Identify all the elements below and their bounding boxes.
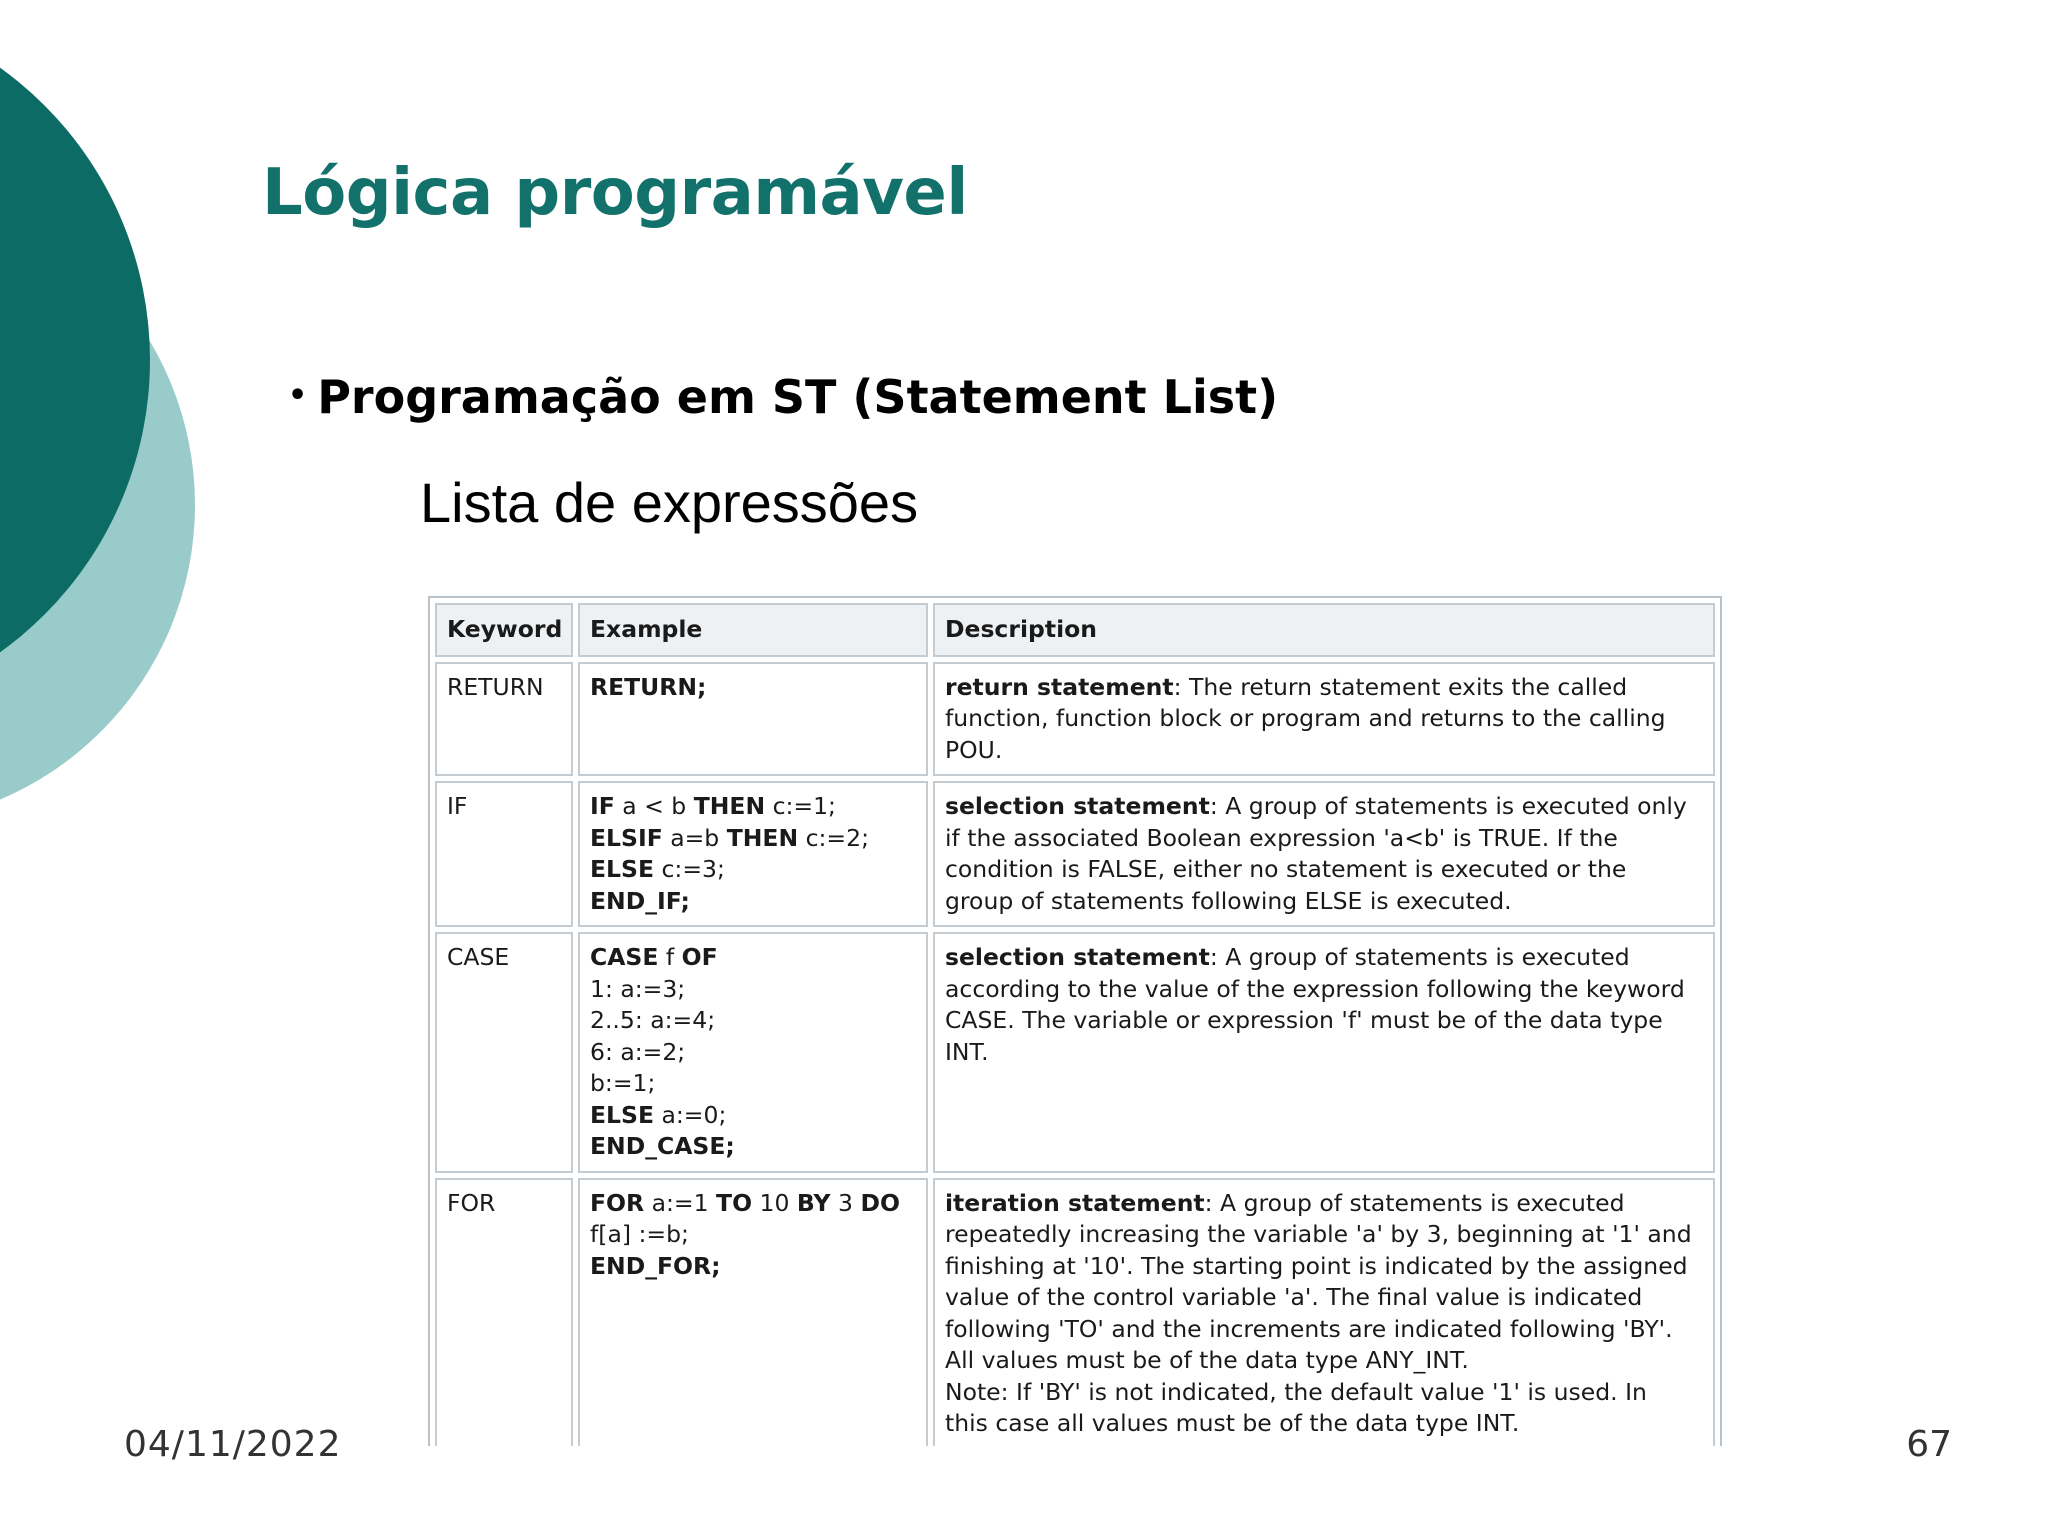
description-term: selection statement xyxy=(945,792,1210,820)
keyword-cell: RETURN xyxy=(435,662,573,777)
header-example: Example xyxy=(578,603,928,657)
example-cell xyxy=(578,1178,928,1447)
code-line: CASE f OF xyxy=(590,943,718,971)
description-term: iteration statement xyxy=(945,1188,1205,1217)
code-line: ELSE c:=3; xyxy=(590,855,725,883)
example-cell xyxy=(578,932,928,1173)
header-keyword: Keyword xyxy=(435,603,573,657)
code-line: f[a] :=b; xyxy=(590,1220,689,1248)
bullet-point xyxy=(288,370,1278,424)
header-description: Description xyxy=(933,603,1715,657)
code-line: END_FOR; xyxy=(590,1251,721,1280)
bullet-text: Programação em ST (Statement List) xyxy=(317,370,1279,424)
slide-number: 67 xyxy=(1906,1424,1952,1465)
code-line: FOR a:=1 TO 10 BY 3 DO xyxy=(590,1188,900,1217)
slide-date: 04/11/2022 xyxy=(124,1424,342,1465)
keyword-cell: CASE xyxy=(435,932,573,1173)
code-line: 2..5: a:=4; xyxy=(590,1006,716,1034)
table-row xyxy=(435,662,1715,777)
table-header-row xyxy=(435,603,1715,657)
bullet-icon: • xyxy=(288,378,308,413)
statement-table-container xyxy=(428,596,1722,1446)
code-line: b:=1; xyxy=(590,1069,656,1097)
code-line: 6: a:=2; xyxy=(590,1037,686,1066)
keyword-cell: FOR xyxy=(435,1178,573,1447)
slide-title: Lógica programável xyxy=(262,156,968,230)
code-line: END_CASE; xyxy=(590,1132,735,1160)
code-line: END_IF; xyxy=(590,886,690,915)
description-cell: selection statement: A group of statements is executed according to the value of the expression following the keyword CASE. The variable or expression 'f' must be of the data type INT. xyxy=(933,932,1715,1173)
table-row xyxy=(435,932,1715,1173)
description-cell: selection statement: A group of statements is executed only if the associated Boolean expression 'a<b' is TRUE. If the condition is FALSE, either no statement is executed or the group of statements following ELSE is executed. xyxy=(933,781,1715,927)
table-row xyxy=(435,1178,1715,1447)
code-line: RETURN; xyxy=(590,672,707,701)
example-cell xyxy=(578,781,928,927)
table-row xyxy=(435,781,1715,927)
keyword-cell: IF xyxy=(435,781,573,927)
code-line: ELSE a:=0; xyxy=(590,1100,727,1129)
statement-table xyxy=(428,596,1722,1446)
description-term: return statement xyxy=(945,672,1174,701)
code-line: 1: a:=3; xyxy=(590,974,686,1003)
subtitle: Lista de expressões xyxy=(420,471,919,534)
code-line: ELSIF a=b THEN c:=2; xyxy=(590,823,869,852)
description-cell: return statement: The return statement exits the called function, function block or program and returns to the calling POU. xyxy=(933,662,1715,777)
description-term: selection statement xyxy=(945,943,1210,971)
description-cell: iteration statement: A group of statements is executed repeatedly increasing the variable 'a' by 3, beginning at '1' and finishing at '10'. The starting point is indicated by the assigned value of the control variable 'a'. The final value is indicated following 'TO' and the increments are indicated following 'BY'. All values must be of the data type ANY_INT. Note: If 'BY' is not indicated, the default value '1' is used. In this case all values must be of the data type INT. xyxy=(933,1178,1715,1447)
code-line: IF a < b THEN c:=1; xyxy=(590,792,836,820)
example-cell xyxy=(578,662,928,777)
